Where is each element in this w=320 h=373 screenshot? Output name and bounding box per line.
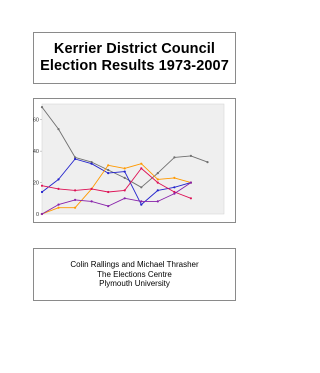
data-point <box>107 164 109 166</box>
data-point <box>74 207 76 209</box>
organisation: The Elections Centre <box>97 269 172 279</box>
data-point <box>140 167 142 169</box>
data-point <box>91 188 93 190</box>
data-point <box>57 207 59 209</box>
data-point <box>140 163 142 165</box>
data-point <box>91 200 93 202</box>
data-point <box>57 178 59 180</box>
y-tick-label: 40 <box>32 149 39 156</box>
data-point <box>91 163 93 165</box>
data-point <box>57 188 59 190</box>
title-box <box>33 32 236 84</box>
data-point <box>173 186 175 188</box>
authors: Colin Rallings and Michael Thrasher <box>70 260 199 270</box>
data-point <box>124 167 126 169</box>
data-point <box>107 191 109 193</box>
data-point <box>157 189 159 191</box>
plot-area <box>42 104 224 214</box>
data-point <box>124 177 126 179</box>
data-point <box>173 193 175 195</box>
y-tick-label: 20 <box>32 180 39 187</box>
data-point <box>107 172 109 174</box>
data-point <box>173 177 175 179</box>
data-point <box>124 197 126 199</box>
data-point <box>41 106 43 108</box>
y-tick-label: 60 <box>32 117 39 124</box>
y-tick-label: 0 <box>35 212 39 218</box>
data-point <box>173 156 175 158</box>
document-title-line-1: Kerrier District Council <box>53 41 216 57</box>
data-point <box>57 204 59 206</box>
data-point <box>74 158 76 160</box>
data-point <box>157 182 159 184</box>
election-results-chart <box>34 99 235 222</box>
university: Plymouth University <box>99 279 170 289</box>
data-point <box>41 185 43 187</box>
data-point <box>190 155 192 157</box>
data-point <box>157 172 159 174</box>
data-point <box>190 197 192 199</box>
data-point <box>206 161 208 163</box>
data-point <box>157 200 159 202</box>
chart-box <box>33 98 236 223</box>
data-point <box>41 213 43 215</box>
data-point <box>140 200 142 202</box>
data-point <box>124 189 126 191</box>
data-point <box>140 186 142 188</box>
data-point <box>190 182 192 184</box>
data-point <box>140 204 142 206</box>
data-point <box>74 189 76 191</box>
data-point <box>107 169 109 171</box>
credits-box <box>33 248 236 301</box>
data-point <box>157 178 159 180</box>
data-point <box>107 205 109 207</box>
document-title-line-2: Election Results 1973-2007 <box>40 58 229 74</box>
data-point <box>124 171 126 173</box>
data-point <box>57 128 59 130</box>
data-point <box>41 191 43 193</box>
data-point <box>74 199 76 201</box>
